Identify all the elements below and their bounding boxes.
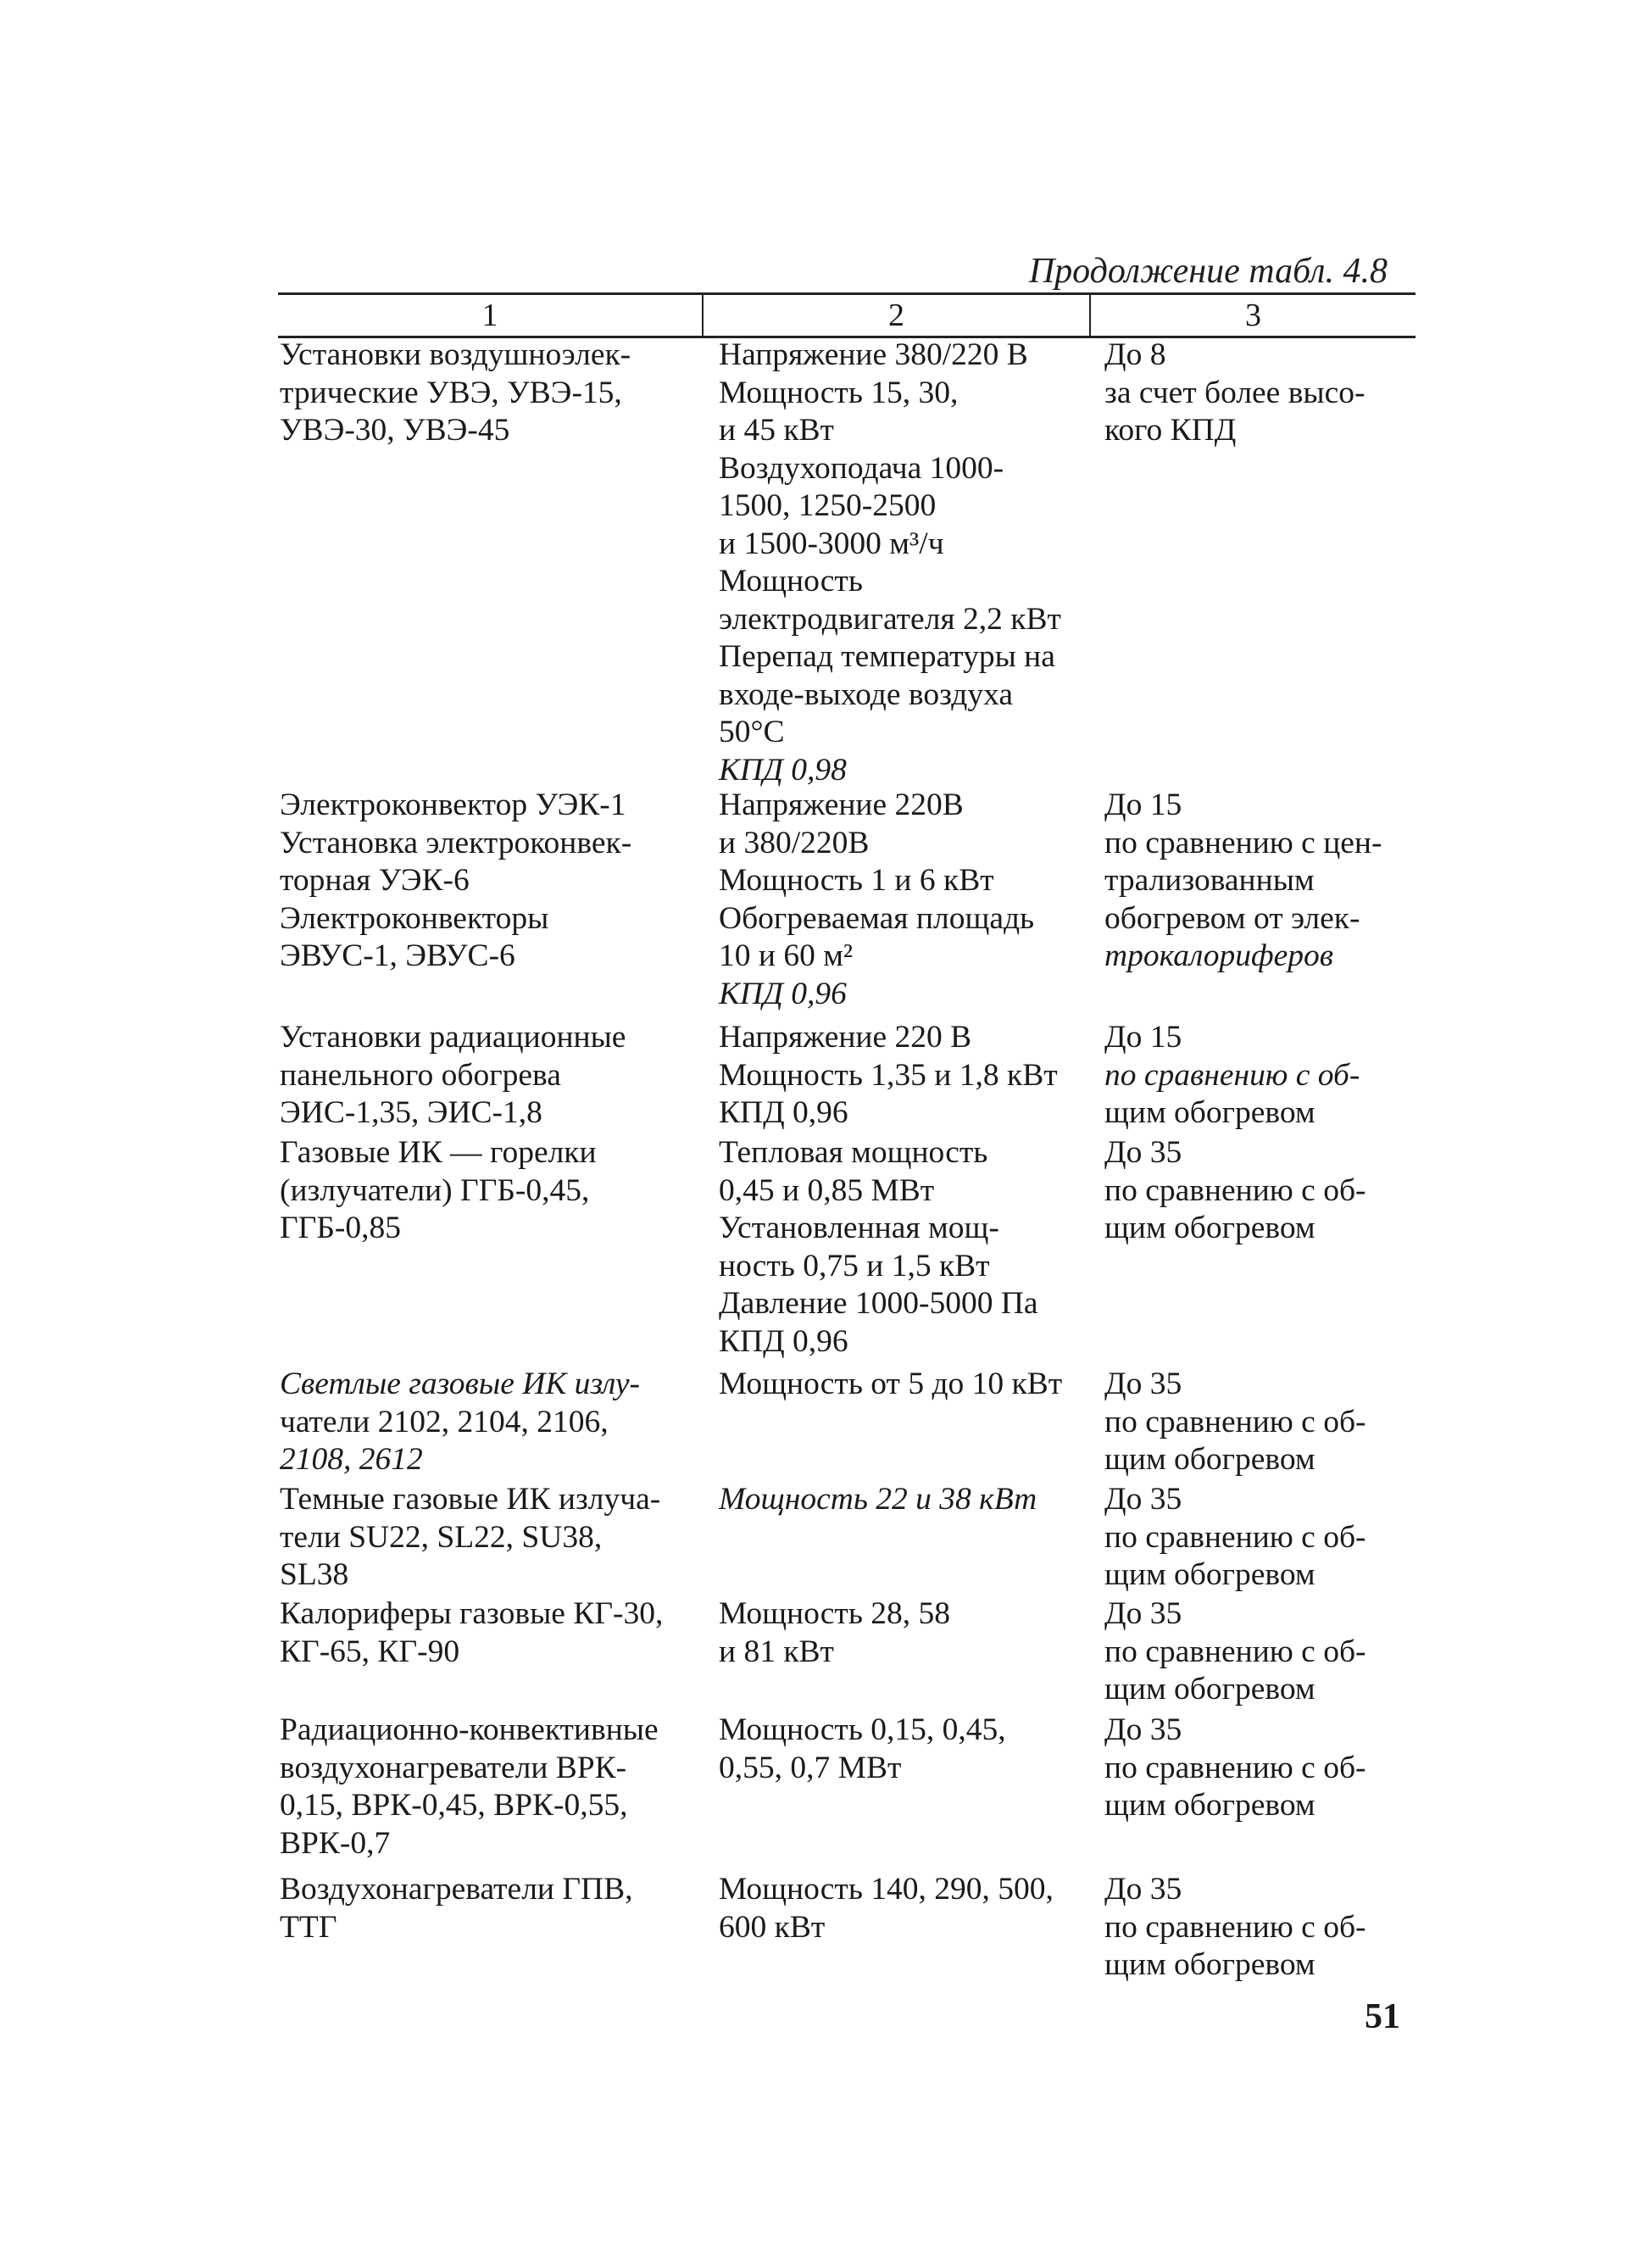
cell-line: Напряжение 220 В xyxy=(719,1020,972,1055)
table-cell-c1 xyxy=(280,1134,597,1248)
cell-line: трализованным xyxy=(1104,863,1315,898)
cell-line: и 81 кВт xyxy=(719,1634,834,1669)
cell-line: по сравнению с цен- xyxy=(1104,825,1382,860)
cell-line: Мощность 22 и 38 кВт xyxy=(719,1482,1037,1517)
cell-line: Мощность от 5 до 10 кВт xyxy=(719,1367,1063,1401)
cell-line: щим обогревом xyxy=(1104,1095,1315,1130)
cell-line: УВЭ-30, УВЭ-45 xyxy=(280,413,510,448)
cell-line: щим обогревом xyxy=(1104,1788,1315,1823)
table-cell-c2 xyxy=(719,1871,1054,1946)
cell-line: тели SU22, SL22, SU38, xyxy=(280,1519,603,1555)
table-cell-c1 xyxy=(280,787,631,976)
cell-line: 0,55, 0,7 МВт xyxy=(719,1750,902,1785)
cell-line: КПД 0,96 xyxy=(719,1095,848,1130)
cell-line: и 45 кВт xyxy=(719,413,834,448)
table-cell-c3 xyxy=(1104,1366,1366,1479)
table-cell-c1 xyxy=(280,337,631,450)
cell-line: щим обогревом xyxy=(1104,1672,1315,1706)
cell-line: щим обогревом xyxy=(1104,1442,1315,1477)
cell-line: щим обогревом xyxy=(1104,1557,1315,1592)
cell-line: Воздухоподача 1000- xyxy=(719,450,1004,486)
cell-line: по сравнению с об- xyxy=(1104,1057,1360,1093)
cell-line: Мощность 1,35 и 1,8 кВт xyxy=(719,1057,1058,1093)
cell-line: Мощность 1 и 6 кВт xyxy=(719,863,994,898)
cell-line: До 15 xyxy=(1104,788,1182,822)
cell-line: Темные газовые ИК излуча- xyxy=(280,1482,661,1517)
cell-line: Электроконвектор УЭК-1 xyxy=(280,788,626,822)
cell-line: электродвигателя 2,2 кВт xyxy=(719,601,1061,637)
cell-line: 2108, 2612 xyxy=(280,1442,423,1477)
cell-line: Установленная мощ- xyxy=(719,1211,999,1245)
cell-line: и 380/220В xyxy=(719,825,870,860)
cell-line: ВРК-0,7 xyxy=(280,1825,391,1861)
cell-line: трические УВЭ, УВЭ-15, xyxy=(280,375,622,410)
table-cell-c2 xyxy=(719,787,1034,1013)
cell-line: по сравнению с об- xyxy=(1104,1909,1366,1945)
table-cell-c3 xyxy=(1104,1481,1366,1595)
cell-line: воздухонагреватели ВРК- xyxy=(280,1750,627,1785)
cell-line: ГГБ-0,85 xyxy=(280,1211,402,1245)
cell-line: ность 0,75 и 1,5 кВт xyxy=(719,1248,990,1283)
cell-line: Калориферы газовые КГ-30, xyxy=(280,1596,664,1631)
table-cell-c2 xyxy=(719,1481,1037,1519)
cell-line: Обогреваемая площадь xyxy=(719,900,1035,936)
table-cell-c3 xyxy=(1104,1134,1366,1248)
cell-line: по сравнению с об- xyxy=(1104,1634,1366,1669)
cell-line: Воздухонагреватели ГПВ, xyxy=(280,1872,633,1907)
table-cell-c1 xyxy=(280,1595,663,1671)
cell-line: входе-выходе воздуха xyxy=(719,676,1013,712)
cell-line: щим обогревом xyxy=(1104,1947,1315,1982)
cell-line: До 15 xyxy=(1104,1020,1182,1055)
table-cell-c3 xyxy=(1104,1595,1366,1709)
cell-line: КПД 0,96 xyxy=(719,1323,848,1359)
cell-line: 50°С xyxy=(719,715,785,749)
cell-line: ЭВУС-1, ЭВУС-6 xyxy=(280,938,515,973)
table-caption: Продолжение табл. 4.8 xyxy=(1028,252,1388,291)
table-cell-c3 xyxy=(1104,1712,1366,1825)
table-cell-c1 xyxy=(280,1712,659,1862)
cell-line: КПД 0,98 xyxy=(719,752,847,788)
cell-line: До 35 xyxy=(1104,1872,1182,1907)
cell-line: чатели 2102, 2104, 2106, xyxy=(280,1404,609,1439)
cell-line: панельного обогрева xyxy=(280,1057,561,1093)
cell-line: по сравнению с об- xyxy=(1104,1750,1366,1785)
table-header xyxy=(278,292,1416,338)
cell-line: ЭИС-1,35, ЭИС-1,8 xyxy=(280,1095,542,1130)
cell-line: Установки радиационные xyxy=(280,1020,626,1055)
cell-line: торная УЭК-6 xyxy=(280,863,470,898)
cell-line: щим обогревом xyxy=(1104,1211,1315,1245)
cell-line: Электроконвекторы xyxy=(280,900,549,936)
cell-line: Перепад температуры на xyxy=(719,639,1055,674)
table-cell-c2 xyxy=(719,1134,1038,1361)
cell-line: SL38 xyxy=(280,1557,349,1592)
cell-line: по сравнению с об- xyxy=(1104,1519,1366,1555)
cell-line: и 1500-3000 м³/ч xyxy=(719,526,944,561)
header-col-1: 1 xyxy=(481,298,498,333)
cell-line: обогревом от элек- xyxy=(1104,900,1360,936)
header-col-3: 3 xyxy=(1245,298,1261,333)
cell-line: Мощность 28, 58 xyxy=(719,1596,951,1631)
cell-line: 0,45 и 0,85 МВт xyxy=(719,1172,935,1208)
cell-line: Мощность 15, 30, xyxy=(719,375,959,410)
cell-line: До 8 xyxy=(1104,337,1166,372)
cell-line: (излучатели) ГГБ-0,45, xyxy=(280,1172,590,1208)
page-number: 51 xyxy=(1365,1997,1400,2036)
cell-line: Мощность 0,15, 0,45, xyxy=(719,1712,1006,1747)
cell-line: До 35 xyxy=(1104,1367,1182,1401)
cell-line: по сравнению с об- xyxy=(1104,1404,1366,1439)
cell-line: 600 кВт xyxy=(719,1909,826,1945)
cell-line: Газовые ИК — горелки xyxy=(280,1135,597,1170)
cell-line: Светлые газовые ИК излу- xyxy=(280,1367,641,1401)
header-col-2: 2 xyxy=(888,298,904,333)
cell-line: Установки воздушноэлек- xyxy=(280,337,631,372)
cell-line: 10 и 60 м² xyxy=(719,938,854,973)
table-cell-c3 xyxy=(1104,1871,1366,1985)
cell-line: До 35 xyxy=(1104,1596,1182,1631)
table-cell-c1 xyxy=(280,1481,660,1595)
data-table xyxy=(278,292,1416,1982)
cell-line: Тепловая мощность xyxy=(719,1135,988,1170)
cell-line: 0,15, ВРК-0,45, ВРК-0,55, xyxy=(280,1788,628,1823)
cell-line: по сравнению с об- xyxy=(1104,1172,1366,1208)
cell-line: за счет более высо- xyxy=(1104,375,1366,410)
cell-line: Напряжение 220В xyxy=(719,788,964,822)
table-cell-c2 xyxy=(719,1366,1062,1404)
cell-line: Давление 1000-5000 Па xyxy=(719,1286,1038,1321)
cell-line: До 35 xyxy=(1104,1482,1182,1517)
cell-line: До 35 xyxy=(1104,1135,1182,1170)
cell-line: Радиационно-конвективные xyxy=(280,1712,659,1747)
table-cell-c2 xyxy=(719,1595,950,1671)
table-cell-c3 xyxy=(1104,337,1366,450)
cell-line: Мощность xyxy=(719,564,863,599)
table-cell-c2 xyxy=(719,337,1061,789)
table-cell-c1 xyxy=(280,1019,626,1133)
cell-line: кого КПД xyxy=(1104,413,1237,448)
cell-line: ТТГ xyxy=(280,1909,337,1945)
cell-line: Напряжение 380/220 В xyxy=(719,337,1028,372)
cell-line: Мощность 140, 290, 500, xyxy=(719,1872,1054,1907)
table-cell-c2 xyxy=(719,1712,1006,1787)
table-cell-c3 xyxy=(1104,787,1382,976)
table-cell-c1 xyxy=(280,1871,633,1946)
cell-line: трокалориферов xyxy=(1104,938,1334,973)
table-cell-c3 xyxy=(1104,1019,1360,1133)
cell-line: КПД 0,96 xyxy=(719,976,847,1011)
cell-line: КГ-65, КГ-90 xyxy=(280,1634,460,1669)
cell-line: Установка электроконвек- xyxy=(280,825,632,860)
table-cell-c1 xyxy=(280,1366,640,1479)
cell-line: 1500, 1250-2500 xyxy=(719,488,937,523)
table-cell-c2 xyxy=(719,1019,1058,1133)
cell-line: До 35 xyxy=(1104,1712,1182,1747)
